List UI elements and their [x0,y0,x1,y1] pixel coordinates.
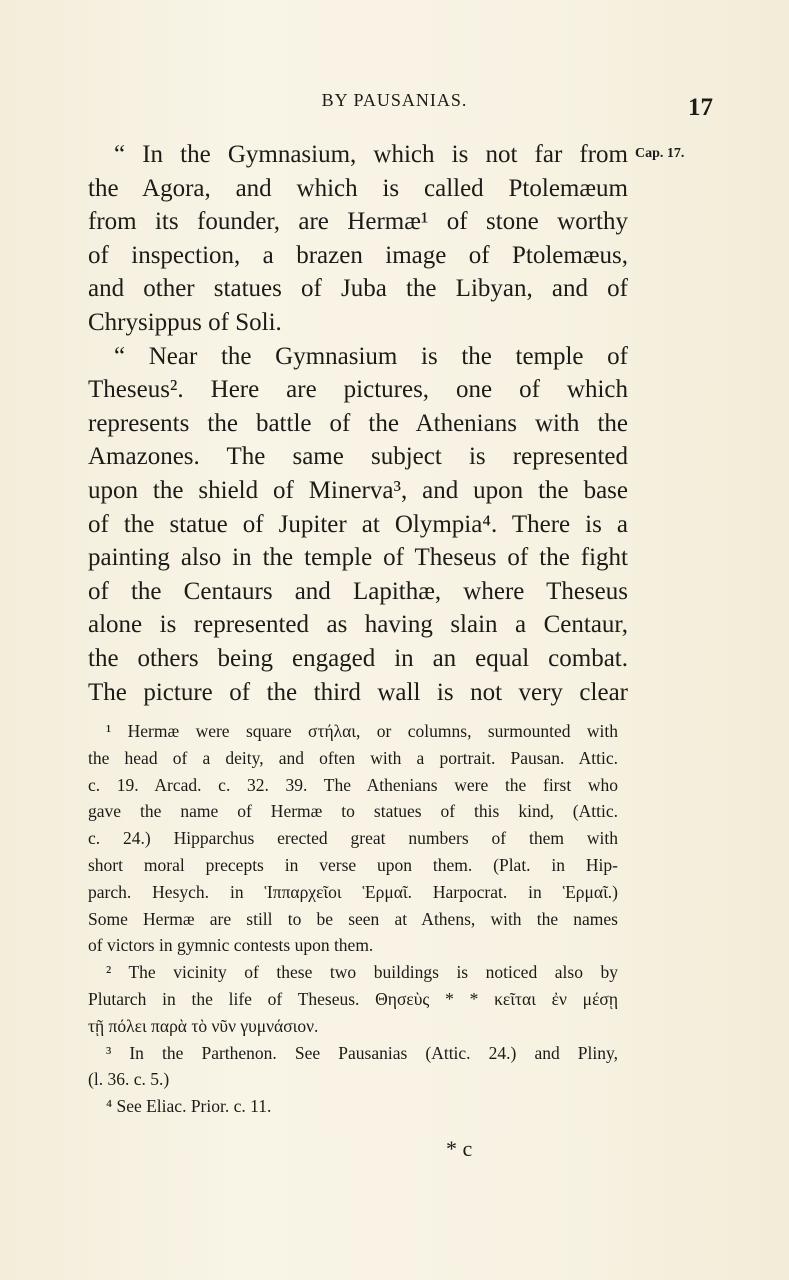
text-line: represents the battle of the Athenians with the [88,409,628,437]
running-title: BY PAUSANIAS. [321,90,468,110]
footnote-line: τῇ πόλει παρὰ τὸ νῦν γυμνάσιον. [88,1015,319,1036]
text-line: Theseus². Here are pictures, one of which [88,376,628,404]
text-line: The picture of the third wall is not very clear [88,678,628,706]
footnote-line: ² The vicinity of these two buildings is noticed also by [106,962,618,983]
text-line: and other statues of Juba the Libyan, and of [88,275,628,303]
signature-mark: * c [446,1136,473,1161]
text-line: Amazones. The same subject is represented [88,443,628,471]
footnote-line: ¹ Hermæ were square στήλαι, or columns, surmounted with [106,721,618,741]
footnotes [88,718,618,1120]
text-line: the Agora, and which is called Ptolemæum [88,174,628,202]
text-line: alone is represented as having slain a Centaur, [88,611,628,639]
text-line: upon the shield of Minerva³, and upon the base [88,476,628,504]
footnote-line: parch. Hesych. in Ἱππαρχεῖοι Ἑρμαῖ. Harpocrat. in Ἑρμαῖ.) [88,881,618,902]
footnote-line: c. 19. Arcad. c. 32. 39. The Athenians were the first who [88,774,618,795]
footnote-line: ³ In the Parthenon. See Pausanias (Attic. 24.) and Pliny, [106,1042,618,1063]
text-line: “ Near the Gymnasium is the temple of [114,342,628,370]
footnote-line: ⁴ See Eliac. Prior. c. 11. [106,1096,272,1117]
page-number: 17 [688,94,713,121]
text-line: “ In the Gymnasium, which is not far from [114,141,628,168]
footnote-line: Some Hermæ are still to be seen at Athens, with the names [88,908,618,929]
footnote-line: (l. 36. c. 5.) [88,1069,170,1090]
text-line: from its founder, are Hermæ¹ of stone worthy [88,208,628,236]
footnote-line: c. 24.) Hipparchus erected great numbers of them with [88,828,618,849]
footnote-line: short moral precepts in verse upon them. (Plat. in Hip- [88,854,618,875]
footnote-line: gave the name of Hermæ to statues of this kind, (Attic. [88,801,618,822]
main-text [88,138,628,709]
chapter-side-note: Cap. 17. [635,146,685,161]
footnote-line: of victors in gymnic contests upon them. [88,935,374,956]
footnote-line: the head of a deity, and often with a portrait. Pausan. Attic. [88,747,618,768]
text-line: painting also in the temple of Theseus of the fight [88,544,628,572]
text-line: of the Centaurs and Lapithæ, where Theseus [88,577,628,605]
text-line: of the statue of Jupiter at Olympia⁴. There is a [88,510,628,538]
text-line: Chrysippus of Soli. [88,308,282,336]
footnote-line: Plutarch in the life of Theseus. Θησεὺς * * κεῖται ἐν μέσῃ [88,988,618,1009]
text-line: of inspection, a brazen image of Ptolemæus, [88,241,628,269]
text-line: the others being engaged in an equal combat. [88,644,628,672]
